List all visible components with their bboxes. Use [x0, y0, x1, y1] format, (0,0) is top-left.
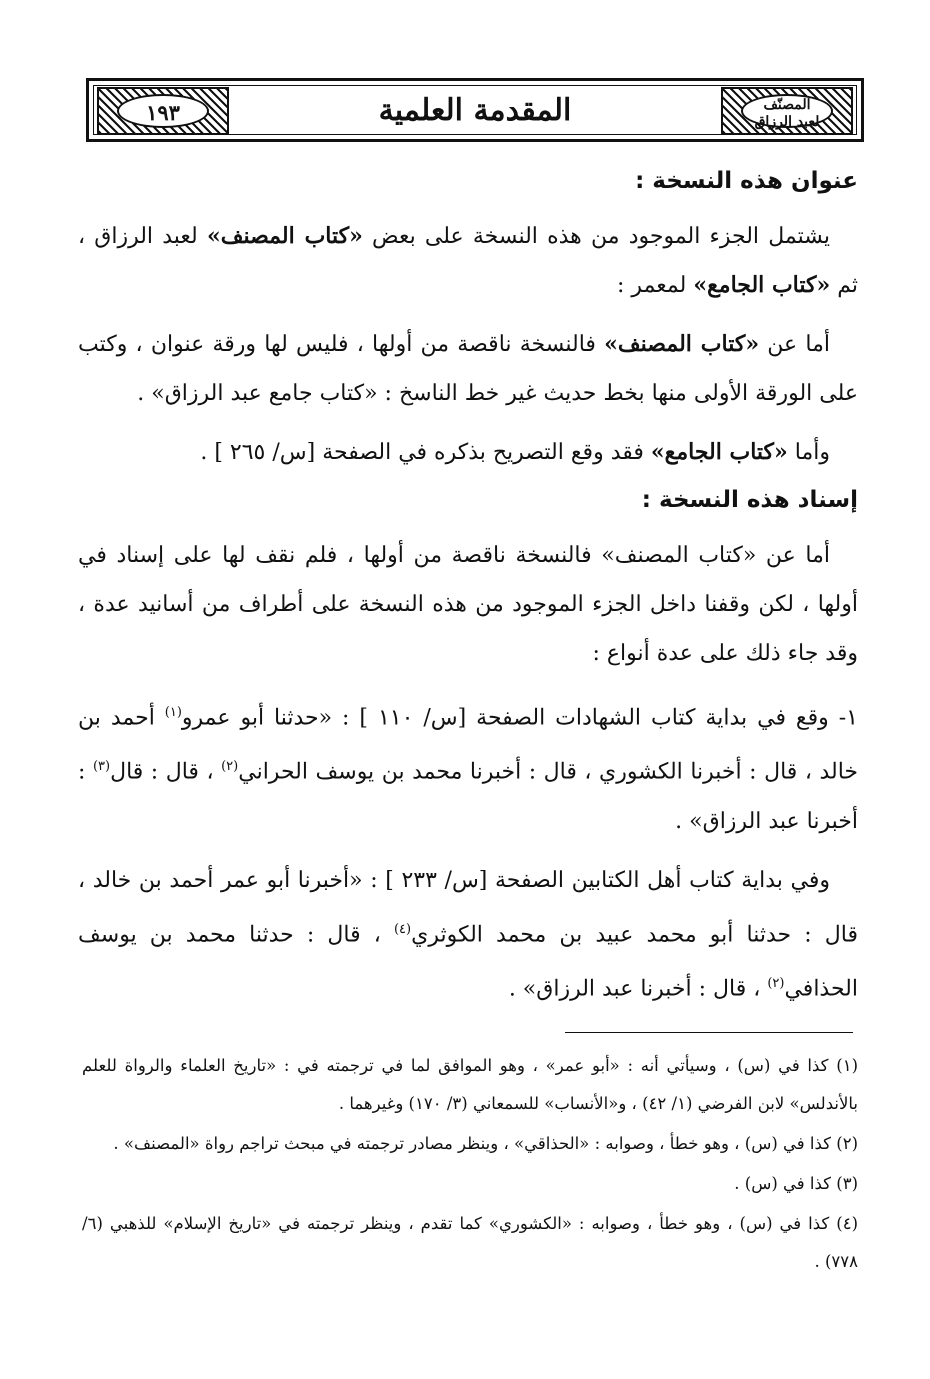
- section-heading-isnad: إسناد هذه النسخة :: [641, 487, 858, 513]
- paragraph: أما عن «كتاب المصنف» فالنسخة ناقصة من أولها ، فلم نقف لها على إسناد في أولها ، لكن وقفنا داخل الجزء الموجود من هذه النسخة على أطراف من أسانيد عدة ، وقد جاء ذلك على عدة أنواع :: [78, 543, 858, 666]
- footnote: (٤) كذا في (س) ، وهو خطأ ، وصوابه : «الكشوري» كما تقدم ، وينظر ترجمته في «تاريخ الإسلام» للذهبي (٦/ ٧٧٨) .: [82, 1214, 858, 1271]
- page-header-banner: [86, 78, 864, 142]
- footnote: (٣) كذا في (س) .: [734, 1174, 858, 1193]
- text-run: ، قال : أخبرنا عبد الرزاق» .: [508, 976, 768, 1002]
- emblem-line-1: المصنّف: [763, 97, 811, 113]
- paragraph: [78, 428, 858, 477]
- book-title-ref: «كتاب الجامع»: [693, 272, 831, 298]
- text-run: أما عن: [759, 332, 830, 357]
- book-title-ref: «كتاب المصنف»: [206, 223, 363, 249]
- text-run: فقد وقع التصريح بذكره في الصفحة [س/ ٢٦٥ ] .: [200, 440, 651, 465]
- text-run: ، قال : قال: [110, 759, 222, 785]
- footnote: (٢) كذا في (س) ، وهو خطأ ، وصوابه : «الحذاقي» ، وينظر مصادر ترجمته في مبحث تراجم رواة «المصنف» .: [113, 1134, 858, 1153]
- text-run: وأما: [787, 440, 830, 465]
- text-run: ١- وقع في بداية كتاب الشهادات الصفحة [س/ ١١٠ ] : «حدثنا أبو عمرو: [181, 705, 858, 731]
- text-run: لمعمر :: [617, 273, 694, 298]
- footnote-marker[interactable]: (٢): [767, 975, 785, 991]
- paragraph: [78, 212, 858, 310]
- footnote-marker[interactable]: (٣): [92, 759, 111, 775]
- text-run: أحمد بن خالد ، قال : أخبرنا الكشوري ، قال : أخبرنا محمد بن يوسف الحراني: [78, 705, 858, 785]
- text-run: : أخبرنا عبد الرزاق» .: [78, 759, 858, 834]
- footnote: (١) كذا في (س) ، وسيأتي أنه : «أبو عمر» ، وهو الموافق لما في ترجمته في : «تاريخ العلماء والرواة للعلم بالأندلس» لابن الفرضي (١/ ٤٢) ، و«الأنساب» للسمعاني (٣/ ١٧٠) وغيرهما .: [82, 1056, 858, 1113]
- book-emblem: [721, 87, 853, 135]
- main-text: [78, 168, 858, 1023]
- text-run: لعبد الرزاق ، ثم: [78, 224, 858, 298]
- book-title-ref: «كتاب المصنف»: [604, 331, 760, 357]
- book-title-ref: «كتاب الجامع»: [650, 439, 788, 465]
- footnotes: [82, 1047, 858, 1283]
- footnote-marker[interactable]: (١): [164, 705, 182, 720]
- text-run: فالنسخة ناقصة من أولها ، فليس لها ورقة عنوان ، وكتب على الورقة الأولى منها بخط حديث غير خط الناسخ : «كتاب جامع عبد الرزاق» .: [78, 332, 858, 406]
- paragraph: [78, 320, 858, 418]
- emblem-line-2: لعبد الرزاق: [754, 114, 820, 130]
- text-run: وفي بداية كتاب أهل الكتابين الصفحة [س/ ٢٣٣ ] : «أخبرنا أبو عمر أحمد بن خالد ، قال : حدثنا أبو محمد عبيد بن محمد الكوثري: [78, 867, 858, 947]
- page-number: ١٩٣: [117, 94, 209, 128]
- page-number-ornament: [97, 87, 229, 135]
- text-run: ، قال : حدثنا محمد بن يوسف الحذافي: [78, 921, 858, 1002]
- section-heading-title: عنوان هذه النسخة :: [635, 168, 858, 194]
- paragraph-list-item: [78, 688, 858, 846]
- text-run: يشتمل الجزء الموجود من هذه النسخة على بعض: [362, 224, 830, 249]
- book-emblem-label: [741, 94, 833, 128]
- footnote-marker[interactable]: (٢): [221, 759, 239, 775]
- footnote-marker[interactable]: (٤): [393, 921, 412, 937]
- footnote-separator: [565, 1032, 853, 1033]
- paragraph: [78, 856, 858, 1014]
- running-title: المقدمة العلمية: [378, 93, 572, 128]
